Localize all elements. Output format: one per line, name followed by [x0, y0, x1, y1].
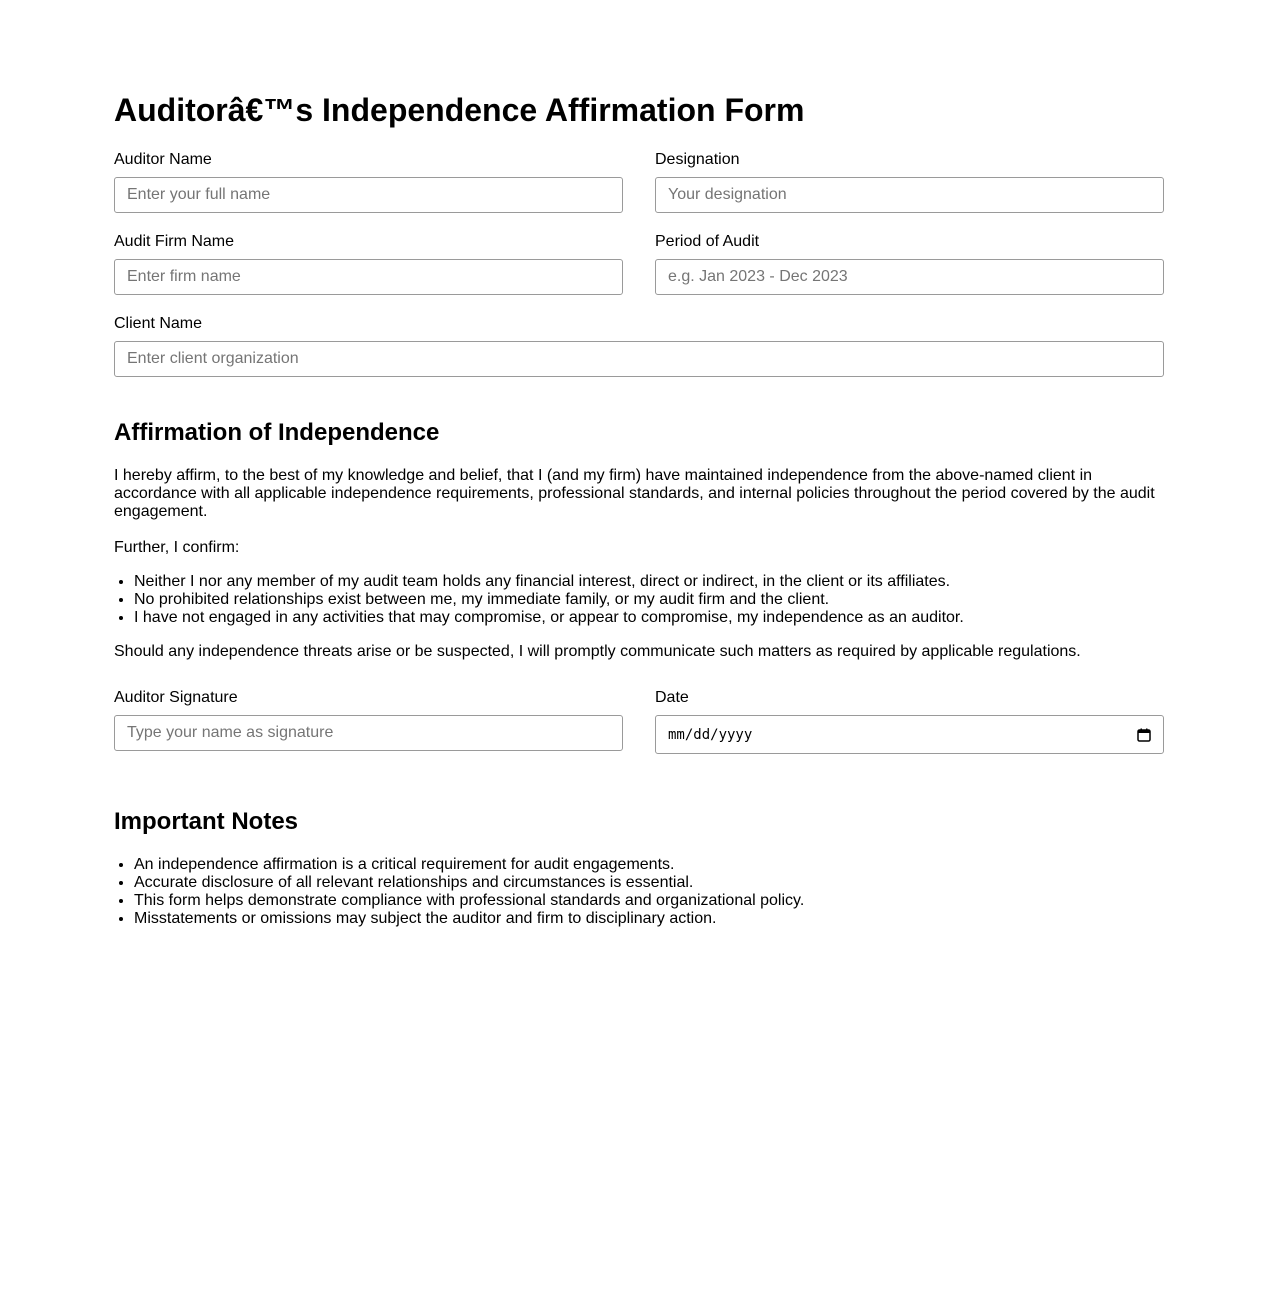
page-title: Auditorâ€™s Independence Affirmation Form: [114, 92, 805, 128]
list-item: • Misstatements or omissions may subject the auditor and firm to disciplinary action.: [134, 910, 1164, 928]
designation-input[interactable]: [655, 177, 1164, 213]
communication-paragraph: Should any independence threats arise or be suspected, I will promptly communicate such matters as required by applicable regulations.: [114, 643, 1081, 660]
client-name-group: [114, 315, 1164, 377]
confirmations-list: [114, 573, 1164, 627]
period-of-audit-input[interactable]: [655, 259, 1164, 295]
date-label: Date: [655, 689, 689, 706]
signature-row: [114, 689, 1164, 754]
auditor-name-label: Auditor Name: [114, 151, 212, 168]
notes-list: [114, 856, 1164, 928]
period-of-audit-group: [655, 233, 1164, 295]
affirmation-heading: Affirmation of Independence: [114, 419, 440, 446]
list-item: • No prohibited relationships exist between me, my immediate family, or my audit firm and the client.: [134, 591, 1164, 609]
auditor-name-input[interactable]: [114, 177, 623, 213]
further-confirm-text: Further, I confirm:: [114, 539, 240, 556]
list-item: • Neither I nor any member of my audit team holds any financial interest, direct or indirect, in the client or its affiliates.: [134, 573, 1164, 591]
affirmation-paragraph: I hereby affirm, to the best of my knowledge and belief, that I (and my firm) have maintained independence from the above-named client in accordance with all applicable independence requirements, professional standards, and internal policies throughout the period covered by the audit engagement.: [114, 467, 1155, 520]
date-placeholder: mm/dd/yyyy: [668, 726, 753, 743]
list-item: • This form helps demonstrate compliance with professional standards and organizational policy.: [134, 892, 1164, 910]
audit-firm-name-input[interactable]: [114, 259, 623, 295]
date-input[interactable]: [655, 715, 1164, 754]
client-name-input[interactable]: [114, 341, 1164, 377]
date-group: [655, 689, 1164, 754]
auditor-name-group: [114, 151, 623, 213]
designation-group: [655, 151, 1164, 213]
signature-group: [114, 689, 623, 754]
list-item: • Accurate disclosure of all relevant relationships and circumstances is essential.: [134, 874, 1164, 892]
signature-input[interactable]: [114, 715, 623, 751]
form-row-2: [114, 233, 1164, 295]
form-row-1: [114, 151, 1164, 213]
signature-label: Auditor Signature: [114, 689, 238, 706]
calendar-icon[interactable]: [1137, 728, 1151, 742]
audit-firm-name-group: [114, 233, 623, 295]
list-item: • An independence affirmation is a critical requirement for audit engagements.: [134, 856, 1164, 874]
period-of-audit-label: Period of Audit: [655, 233, 760, 250]
designation-label: Designation: [655, 151, 740, 168]
list-item: • I have not engaged in any activities that may compromise, or appear to compromise, my independence as an auditor.: [134, 609, 1164, 627]
form-row-3: [114, 315, 1164, 377]
client-name-label: Client Name: [114, 315, 203, 332]
audit-firm-name-label: Audit Firm Name: [114, 233, 235, 250]
notes-heading: Important Notes: [114, 808, 299, 835]
form-container: [114, 90, 1164, 928]
